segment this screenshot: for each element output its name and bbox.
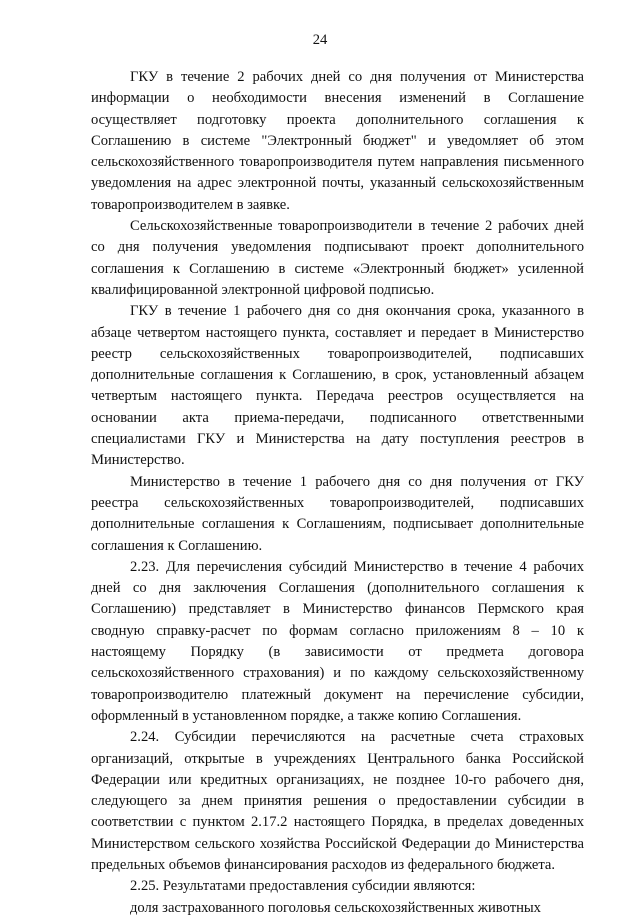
paragraph-producers-sign: Сельскохозяйственные товаропроизводители в течение 2 рабочих дней со дня получения уведомления подписывают проект дополнительного соглашения к Соглашению в системе «Электронный бюджет» усиленной квалифицированной электронной цифровой подписью. [91, 218, 584, 298]
document-body [91, 67, 584, 919]
paragraph-2-25: 2.25. Результатами предоставления субсидии являются: [130, 878, 476, 895]
paragraph-2-24: 2.24. Субсидии перечисляются на расчетные счета страховых организаций, открытые в учреждениях Центрального банка Российской Федерации или кредитных организациях, не позднее 10-го рабочего дня, следующего за днем принятия решения о предоставлении субсидии в соответствии с пунктом 2.17.2 настоящего Порядка, в пределах доведенных Министерством сельского хозяйства Российской Федерации до Министерства предельных объемов финансирования расходов из федерального бюджета. [91, 729, 584, 873]
paragraph-ministry-signs: Министерство в течение 1 рабочего дня со дня получения от ГКУ реестра сельскохозяйственных товаропроизводителей, подписавших дополнительные соглашения к Соглашениям, подписывает дополнительные соглашения к Соглашению. [91, 473, 584, 554]
page-number: 24 [312, 32, 328, 48]
paragraph-2-23: 2.23. Для перечисления субсидий Министерство в течение 4 рабочих дней со дня заключения Соглашения (дополнительного соглашения к Соглашению) представляет в Министерство финансов Пермского края сводную справку-расчет по формам согласно приложениям 8 – 10 к настоящему Порядку (в зависимости от предмета договора сельскохозяйственного страхования) и по каждому сельскохозяйственному товаропроизводителю платежный документ на перечисление субсидии, оформленный в установленном порядке, а также копию Соглашения. [91, 558, 584, 724]
paragraph-gku-notification: ГКУ в течение 2 рабочих дней со дня получения от Министерства информации о необходимости внесения изменений в Соглашение осуществляет подготовку проекта дополнительного соглашения к Соглашению в системе "Электронный бюджет" и уведомляет об этом сельскохозяйственного товаропроизводителя путем направления письменного уведомления на адрес электронной почты, указанный сельскохозяйственным товаропроизводителем в заявке. [91, 69, 584, 213]
paragraph-gku-registry: ГКУ в течение 1 рабочего дня со дня окончания срока, указанного в абзаце четвертом настоящего пункта, составляет и передает в Министерство реестр сельскохозяйственных товаропроизводителей, подписавших дополнительные соглашения к Соглашению, в срок, установленный абзацем четвертым настоящего пункта. Передача реестров осуществляется на основании акта приема-передачи, подписанного ответственными специалистами ГКУ и Министерства на дату поступления реестров в Министерство. [91, 303, 584, 469]
paragraph-share-insured-livestock: доля застрахованного поголовья сельскохозяйственных животных [130, 899, 541, 916]
